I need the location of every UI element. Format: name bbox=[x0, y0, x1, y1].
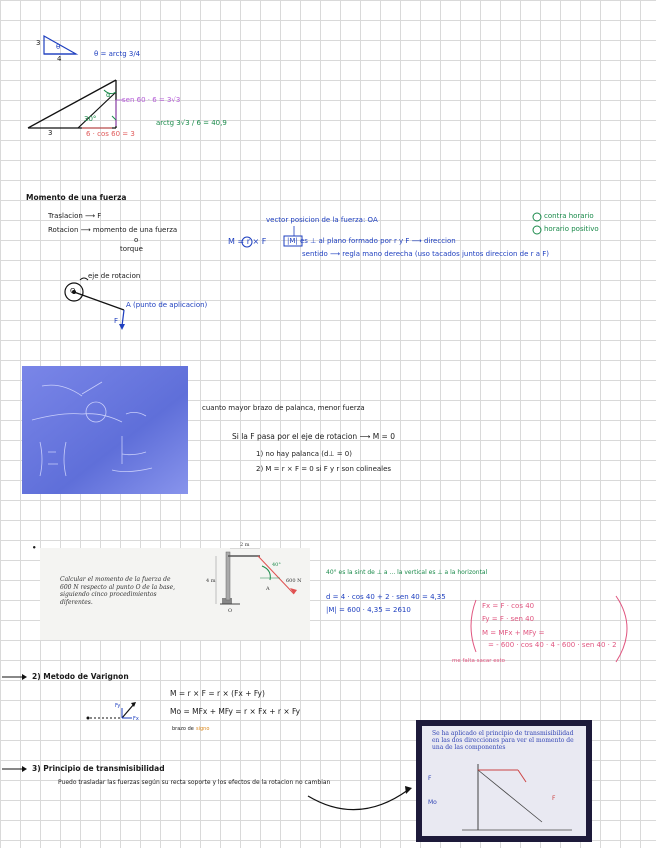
blackboard-photo bbox=[22, 366, 188, 494]
transmisibilidad-desc: Puedo trasladar las fuerzas según su recta soporte y los efectos de la rotacion no cambian bbox=[58, 779, 331, 786]
varignon-formula-2: Mo = MFx + MFy = r × Fx + r × Fy bbox=[170, 707, 301, 716]
tri2-angle-b: 30° bbox=[84, 115, 97, 123]
tri1-side-left: 3 bbox=[36, 39, 41, 47]
bullet: • bbox=[32, 544, 37, 552]
traslacion-line: Traslacion ⟶ F bbox=[48, 212, 102, 220]
tri1-angle: θ bbox=[56, 43, 61, 51]
transmisibilidad-title: 3) Principio de transmisibilidad bbox=[32, 764, 165, 773]
fig-label-2m: 2 m bbox=[240, 542, 250, 548]
printed-exercise-text: Calcular el momento de la fuerza de 600 N respecto al punto O de la base, siguiendo cinco procedimientos diferentes. bbox=[60, 576, 176, 606]
green-note: 40° es la sint de ⊥ a ... la vertical es ⊥ a la horizontal bbox=[326, 569, 488, 576]
screen-photo bbox=[416, 720, 592, 842]
svg-text:F: F bbox=[552, 795, 556, 802]
formula-m: M = r × F bbox=[228, 237, 267, 246]
blackboard-photo-image bbox=[22, 366, 188, 494]
m-line: |M| = 600 · 4,35 = 2610 bbox=[326, 606, 411, 614]
point-o-label: O bbox=[70, 287, 76, 295]
pink-m2: = - 600 · cos 40 · 4 - 600 · sen 40 · 2 bbox=[488, 641, 617, 649]
tri2-side-bottom: 3 bbox=[48, 129, 53, 137]
item-1: 1) no hay palanca (d⊥ = 0) bbox=[256, 450, 352, 458]
tri2-formula: arctg 3√3 / 6 = 40,9 bbox=[156, 119, 227, 127]
rotacion-line: Rotacion ⟶ momento de una fuerza bbox=[48, 226, 178, 234]
force-f-label: F bbox=[114, 317, 119, 325]
fig-label-angle: 40° bbox=[272, 562, 281, 568]
m-perpendicular: |M| es ⊥ al plano formado por r y F ⟶ direccion bbox=[287, 237, 456, 245]
d-line: d = 4 · cos 40 + 2 · sen 40 = 4,35 bbox=[326, 593, 446, 601]
cuanto-mayor-note: cuanto mayor brazo de palanca, menor fuerza bbox=[202, 404, 365, 412]
sentido-line: sentido ⟶ regla mano derecha (uso tacados juntos direccion de r a F) bbox=[302, 250, 550, 258]
varignon-title: 2) Metodo de Varignon bbox=[32, 672, 129, 681]
screen-photo-text: Se ha aplicado el principio de transmisibilidad en las dos direcciones para ver el momento de una de las componentes bbox=[432, 730, 574, 752]
punto-aplicacion-label: A (punto de aplicacion) bbox=[126, 301, 208, 309]
varignon-fy: Fy bbox=[115, 703, 121, 709]
fig-label-force: 600 N bbox=[286, 578, 302, 584]
section-title-momento: Momento de una fuerza bbox=[26, 193, 127, 202]
printed-exercise bbox=[40, 542, 310, 640]
pink-fy: Fy = F · sen 40 bbox=[482, 615, 535, 623]
torque-label: torque bbox=[120, 245, 143, 253]
screen-photo-slide bbox=[422, 726, 586, 836]
fig-label-4m: 4 m bbox=[206, 578, 216, 584]
brazo-label: brazo de bbox=[172, 726, 194, 732]
screen-photo-diagram bbox=[422, 760, 586, 836]
tri1-side-bottom: 4 bbox=[57, 55, 62, 63]
tri2-angle-a: α bbox=[106, 91, 111, 99]
vector-posicion: vector posicion de la fuerza: OA bbox=[266, 216, 378, 224]
antihorario-label: contra horario bbox=[544, 212, 594, 220]
horario-label: horario positivo bbox=[544, 225, 599, 233]
fig-label-o: O bbox=[228, 608, 233, 614]
pink-m: M = MFx + MFy = bbox=[482, 629, 545, 637]
svg-text:Mo: Mo bbox=[428, 799, 437, 806]
si-f-pasa: Si la F pasa por el eje de rotacion ⟶ M = 0 bbox=[232, 432, 395, 441]
eje-rotacion-label: eje de rotacion bbox=[88, 272, 141, 280]
pink-fx: Fx = F · cos 40 bbox=[482, 602, 535, 610]
tri2-label-cos: 6 · cos 60 = 3 bbox=[86, 130, 135, 138]
item-2: 2) M = r × F = 0 si F y r son colineales bbox=[256, 465, 392, 473]
varignon-formula-1: M = r × F = r × (Fx + Fy) bbox=[170, 689, 265, 698]
varignon-fx: Fx bbox=[133, 716, 139, 722]
rotacion-o: o bbox=[134, 236, 139, 244]
brazo-color-word: signo bbox=[196, 726, 210, 732]
fig-label-a: A bbox=[266, 586, 270, 592]
tri1-formula: θ = arctg 3/4 bbox=[94, 50, 141, 58]
svg-text:F: F bbox=[428, 775, 432, 782]
exercise-figure bbox=[200, 548, 310, 640]
tri2-label-sin: sen 60 · 6 = 3√3 bbox=[122, 96, 181, 104]
pink-small-note: me falta sacar esto bbox=[452, 658, 506, 664]
